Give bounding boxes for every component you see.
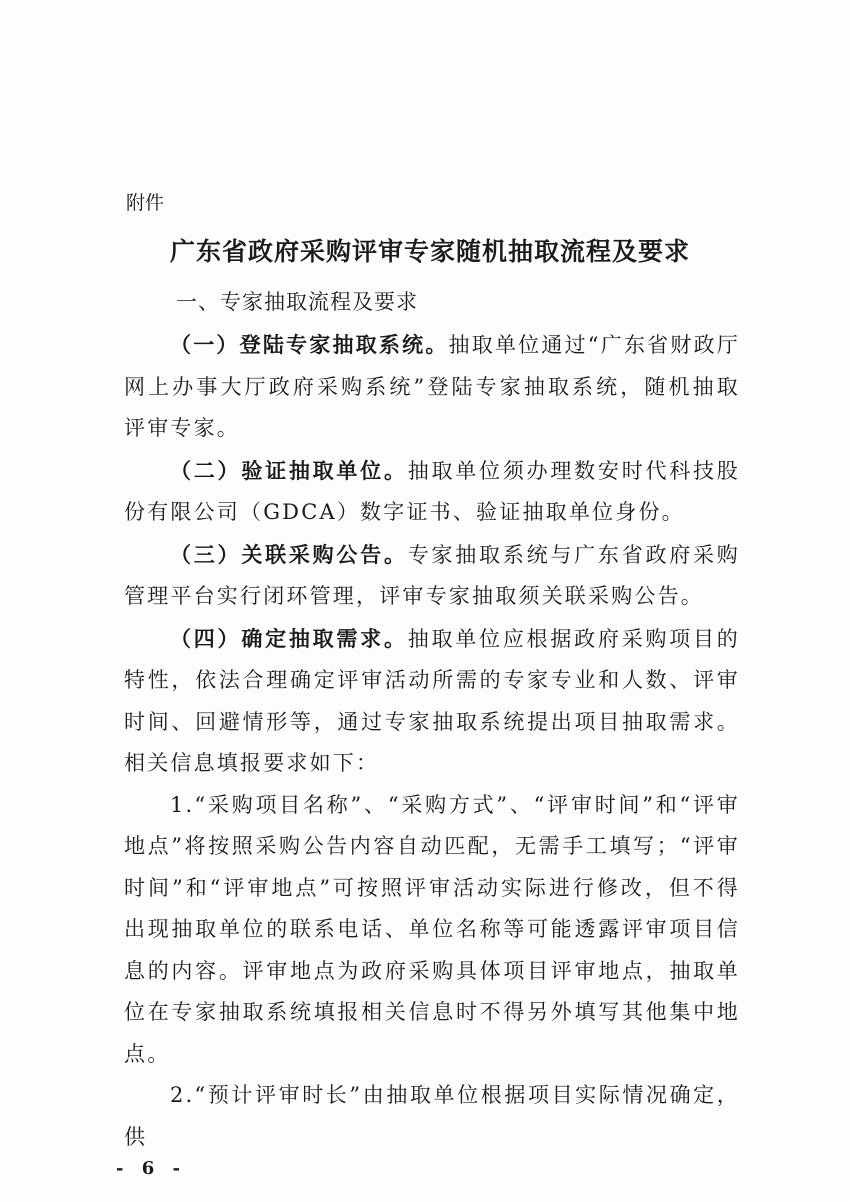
paragraph-extraction-requirements xyxy=(124,618,740,785)
paragraph-item-1 xyxy=(124,785,740,1076)
section-heading: 一、专家抽取流程及要求 xyxy=(176,290,418,314)
paragraph-login-system xyxy=(124,324,740,450)
paragraph-heading: （三）关联采购公告。 xyxy=(170,541,408,567)
paragraph-text: 专家抽取系统与广东省政府采购管理平台实行闭环管理，评审专家抽取须关联采购公告。 xyxy=(124,542,740,608)
paragraph-link-announcement xyxy=(124,534,740,618)
paragraph-item-2 xyxy=(124,1075,740,1158)
document-body xyxy=(124,324,740,1158)
page-number: - 6 - xyxy=(116,1158,186,1179)
paragraph-heading: （二）验证抽取单位。 xyxy=(170,457,408,483)
paragraph-text: 2.“预计评审时长”由抽取单位根据项目实际情况确定，供 xyxy=(124,1083,740,1149)
paragraph-text: 抽取单位应根据政府采购项目的特性，依法合理确定评审活动所需的专家专业和人数、评审时间、回避情形等，通过专家抽取系统提出项目抽取需求。相关信息填报要求如下： xyxy=(124,626,740,775)
paragraph-heading: （四）确定抽取需求。 xyxy=(170,625,408,651)
paragraph-verify-unit xyxy=(124,450,740,534)
paragraph-text: 抽取单位须办理数安时代科技股份有限公司（GDCA）数字证书、验证抽取单位身份。 xyxy=(124,458,740,524)
paragraph-text: 1.“采购项目名称”、“采购方式”、“评审时间”和“评审地点”将按照采购公告内容自动匹配，无需手工填写；“评审时间”和“评审地点”可按照评审活动实际进行修改，但不得出现抽取单位的联系电话、单位名称等可能透露评审项目信息的内容。评审地点为政府采购具体项目评审地点，抽取单位在专家抽取系统填报相关信息时不得另外填写其他集中地点。 xyxy=(124,792,740,1066)
paragraph-text: 抽取单位通过“广东省财政厅网上办事大厅政府采购系统”登陆专家抽取系统，随机抽取评审专家。 xyxy=(124,333,740,440)
document-title: 广东省政府采购评审专家随机抽取流程及要求 xyxy=(169,237,690,266)
paragraph-heading: （一）登陆专家抽取系统。 xyxy=(170,332,449,357)
attachment-label: 附件 xyxy=(126,192,165,214)
